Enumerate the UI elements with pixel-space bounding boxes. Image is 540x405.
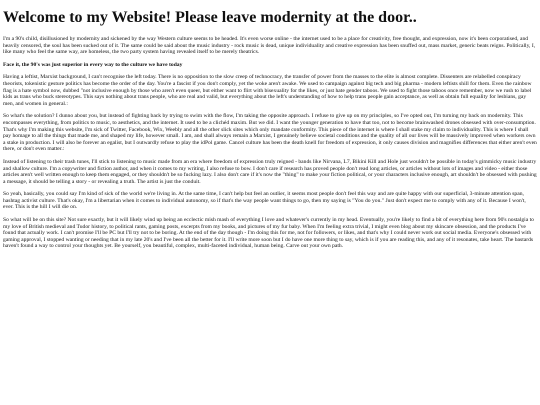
- music-paragraph: Instead of listening to their trash tunes, I'll stick to listening to music made from an era where freedom of expression truly reigned - bands like Nirvana, L7, Bikini Kill and Hole just wouldn't be possible in today's gimmicky music industry and shallow culture. I'm a copywriter and fiction author, and when it comes to my writing, I also refuse to bow. I don't care if research has proved people don't read long articles, or articles without lots of images and video - either those articles aren't well written enough to keep them engaged, or they shouldn't be so fucking lazy. I also don't care if it's now the "thing" to make your fiction political, or your characters inclusive enough, art shouldn't be obsessed with pushing a message, it should be telling a story - or revealing a truth. The artist is just the conduit.: [3, 158, 537, 185]
- solution-paragraph: So what's the solution? I dunno about you, but instead of fighting back by trying to swim with the flow, I'm taking the opposite approach. I refuse to give up on my principles, so I've opted out, I'm turning my back on modernity. This encompasses everything, from politics to music, to aesthetics, and the internet. It used to be a clichéd maxim. But we did. I want the younger generation to have that too, not to become brainwashed drones obsessed with over-consumption. That's why I'm making this website, I'm sick of Twitter, Facebook, Wix, Weebly and all the other slick sites which only mandate conformity. This piece of the internet is where I shall stake my claim to individuality. This is where I shall pay homage to all the things that made me, and shaped my life, however small. I am, and shall always remain a Marxist, I genuinely believe societal conditions and the quality of all our lives will be massively improved when workers own a stake in production. I will also be forever an egalist, but I outwardly refuse to play the idPol game. Cancel culture has been the death knell for freedom of expression, it only causes division and magnifies differences that either aren't even there, or don't even matter.:: [3, 113, 537, 153]
- page-title: Welcome to my Website! Please leave modernity at the door..: [3, 9, 417, 26]
- emphasis-paragraph: Face it, the 90's was just superior in every way to the culture we have today: [3, 61, 183, 68]
- world-paragraph: So yeah, basically, you could say I'm kind of sick of the world we're living in. At the same time, I can't help but feel an outlier, it seems most people don't feel this way and are quite happy with our superficial, 3-minute attention span, hashtag activist culture. That's okay, I'm a libertarian when it comes to individual autonomy, so if that's the way people want things to go, then my saying is "You do you." Just don't expect me to comply with any of it. Because I won't, ever. This is the hill I will die on.: [3, 191, 526, 211]
- intro-paragraph: I'm a 90's child, disillusioned by modernity and sickened by the way Western culture seems to be headed. It's even worse online - the internet used to be a place for creativity, free thought, and expression, now it's been corporatised, and heavily censored, the soul has been sucked out of it. The same could be said about the music industry - rock music is dead, unique individuality and creative expression has been snuffed out, mass market, generic beats reigns. Politically, I, like many who feel the same way, are homeless, the two party system having revealed itself to be merely theatrics.: [3, 36, 536, 56]
- politics-paragraph: Having a leftist, Marxist background, I can't recognise the left today. There is no opposition to the slow creep of technocracy, the transfer of power from the masses to the elite is almost complete. Dissenters are relabelled conspiracy theorists, tokenistic gesture politics has become the order of the day. You're a fascist if you don't comply, yet the woke aren't awake. We used to campaign against big tech and big pharma - modern leftists shill for them. Even the rainbow flag is a hate symbol now, dubbed "not inclusive enough by those who aren't even queer, but either want to flirt with bisexuality for the likes, or just hate gender taboos. We used to fight those taboos once remember, now we rush to label kids as trans who buck stereotypes. This says nothing about trans people, who are real and valid, but everything about the left's understanding of how to help trans people gain acceptance, as well as obtain full equality for lesbians, gay men, and women in general.:: [3, 74, 532, 107]
- site-plan-paragraph: So what will be on this site? Not sure exactly, but it will likely wind up being an ecclectic mish mash of everything I love and whatever's currently in my head. Eventually, you're likely to find a bit of everything here from 90's nostalgia to my love of British medieval and Tudor history, to political rants, gaming posts, excerpts from my books, and pictures of my fur baby. When I'm feeling extra trivial, I might even blog about my skincare obsession, and the products I've found that actually work. I can't promise I'll be PC but I'll try not to be boring. At the end of the day though - I'm doing this for me, not for followers, or likes, and that's why I could never work out social media. Everyone's obsessed with gaming approval, I stopped wanting or needing that in my late 20's and I've been all the better for it. I'll write more soon but I do have one more thing to say, which is if you are reading this, and any of it resonates, take heart. The bastards haven't found a way to control your thoughts yet. Be yourself, you beautiful, complex, multi-faceted individual, human being. Carve out your own path.: [3, 217, 534, 250]
